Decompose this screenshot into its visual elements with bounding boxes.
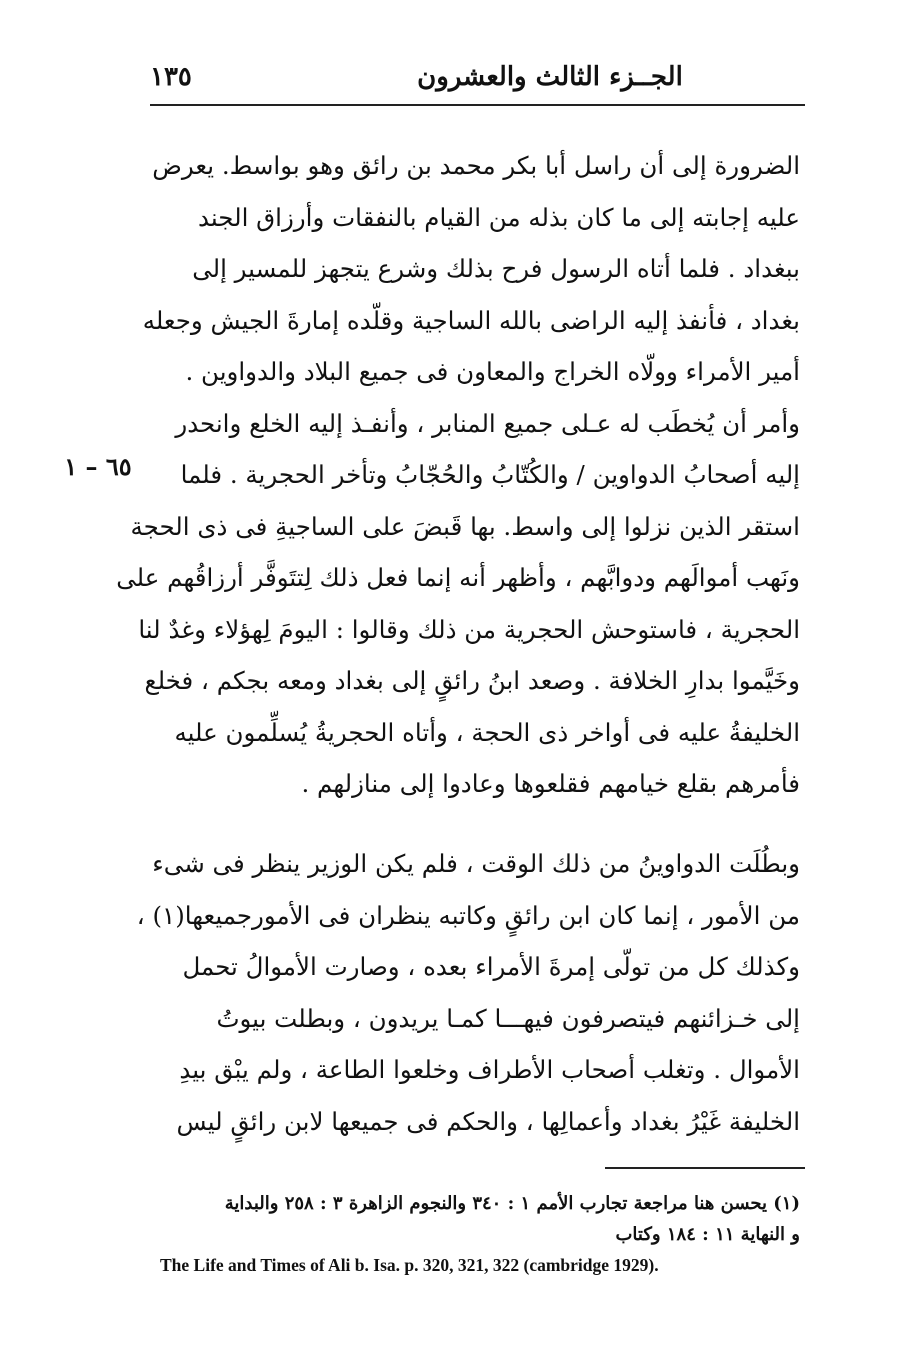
- text-line: الحجرية ، فاستوحش الحجرية من ذلك وقالوا : اليومَ لِهؤلاء وغدٌ لنا: [138, 614, 800, 644]
- text-line: وكذلك كل من تولّى إمرةَ الأمراء بعده ، وصارت الأموالُ تحمل: [182, 952, 800, 981]
- text-line: الخليفةُ عليه فى أواخر ذى الحجة ، وأتاه الحجريةُ يُسلِّمون عليه: [174, 717, 800, 747]
- text-line: إلى خـزائنهم فيتصرفون فيهـــا كمـا يريدون ، وبطلت بيوتُ: [216, 1003, 800, 1033]
- text-line: استقر الذين نزلوا إلى واسط. بها قَبضَ على الساجيةِ فى ذى الحجة: [130, 511, 800, 541]
- text-line: وبطُلَت الدواوينُ من ذلك الوقت ، فلم يكن الوزير ينظر فى شىء: [152, 849, 800, 878]
- text-line: عليه إجابته إلى ما كان بذله من القيام بالنفقات وأرزاق الجند: [198, 202, 800, 232]
- footnotes: [160, 1188, 800, 1278]
- text-line: إليه أصحابُ الدواوين / والكُتّابُ والحُجّابُ وتأخر الحجرية . فلما: [180, 460, 800, 489]
- margin-page-reference: ٦٥ – ١: [64, 452, 132, 481]
- footnote-english-reference: The Life and Times of Ali b. Isa. p. 320, 321, 322 (cambridge 1929).: [160, 1255, 659, 1275]
- footnote-rule: [605, 1167, 805, 1169]
- text-line: أمير الأمراء وولّاه الخراج والمعاون فى جميع البلاد والدواوين .: [185, 357, 800, 386]
- text-line: فأمرهم بقلع خيامهم فقلعوها وعادوا إلى منازلهم .: [301, 769, 800, 798]
- text-line: بغداد ، فأنفذ إليه الراضى بالله الساجية وقلّده إمارةَ الجيش وجعله: [142, 305, 800, 335]
- text-line: الأموال . وتغلب أصحاب الأطراف وخلعوا الطاعة ، ولم يبْق بيدِ: [179, 1055, 800, 1084]
- text-line: ونَهب أموالَهم ودوابَّهم ، وأظهر أنه إنما فعل ذلك لِتتَوفَّر أرزاقُهم على: [116, 563, 800, 592]
- text-line: ببغداد . فلما أتاه الرسول فرح بذلك وشرع يتجهز للمسير إلى: [192, 254, 800, 283]
- footnote-line: و النهاية ١١ : ١٨٤ وكتاب: [615, 1224, 800, 1245]
- text-line: وأمر أن يُخطَب له عـلى جميع المنابر ، وأنفـذ إليه الخلع وانحدر: [175, 408, 800, 438]
- text-line: من الأمور ، إنما كان ابن رائقٍ وكاتبه ينظران فى الأمورجميعها(١) ،: [136, 900, 800, 930]
- page-number: ١٣٥: [150, 62, 192, 92]
- text-line: الخليفة غَيْرُ بغداد وأعمالِها ، والحكم فى جميعها لابن رائقٍ ليس: [176, 1106, 800, 1136]
- paragraph-2: [136, 838, 800, 1147]
- header-rule: [150, 104, 805, 106]
- running-title: الجــزء الثالث والعشرون: [417, 62, 683, 92]
- paragraph-1: [116, 140, 800, 810]
- text-line: الضرورة إلى أن راسل أبا بكر محمد بن رائق وهو بواسط. يعرض: [152, 151, 800, 180]
- page-header: [150, 60, 805, 104]
- footnote-line: (١) يحسن هنا مراجعة تجارب الأمم ١ : ٣٤٠ والنجوم الزاهرة ٣ : ٢٥٨ والبداية: [224, 1193, 800, 1214]
- text-line: وخَيَّموا بدارِ الخلافة . وصعد ابنُ رائقٍ إلى بغداد ومعه بجكم ، فخلع: [144, 666, 800, 695]
